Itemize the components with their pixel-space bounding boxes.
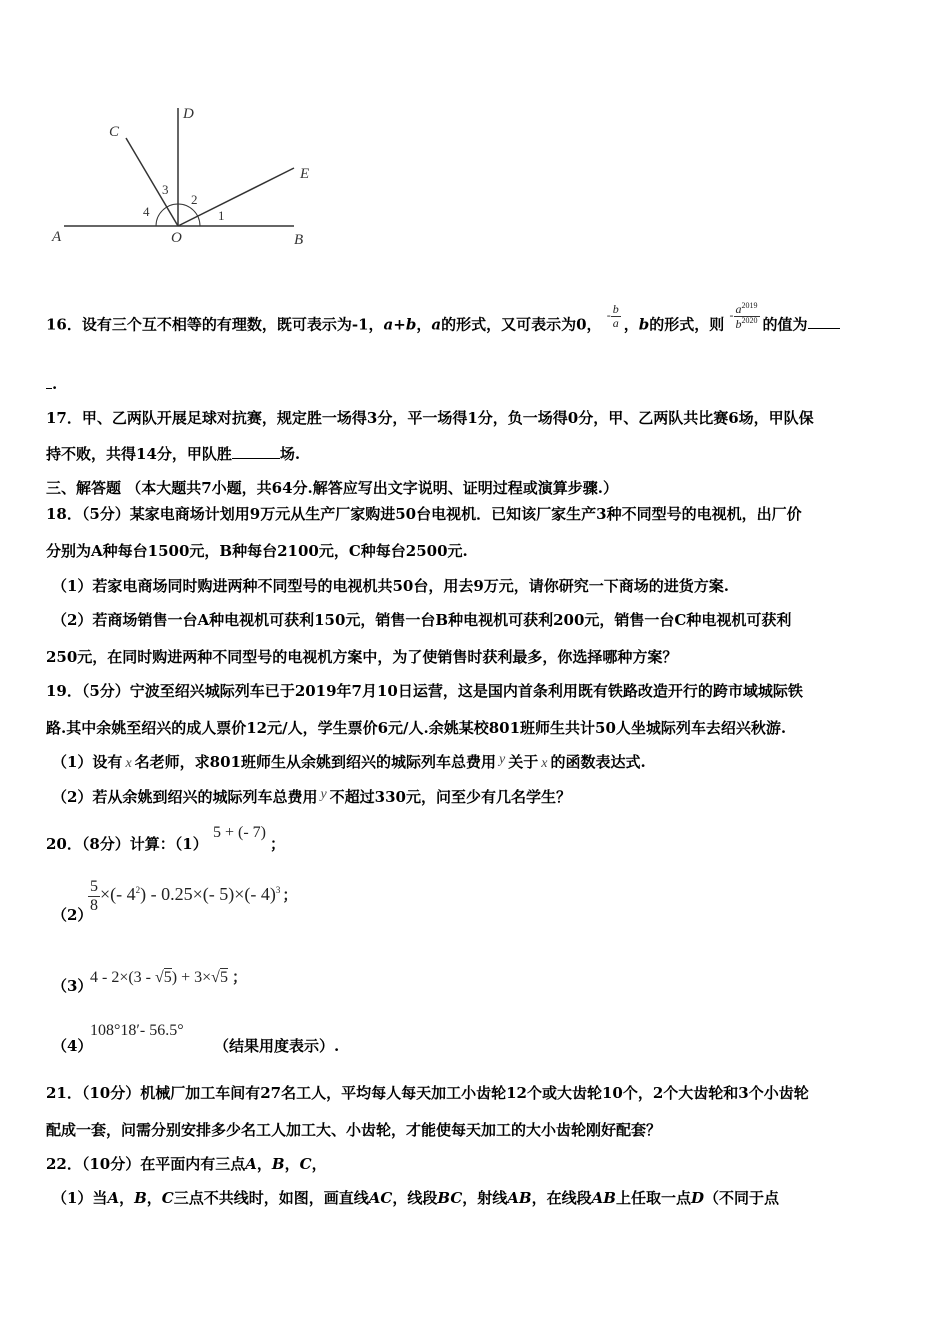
q19-part1: （1）设有 x 名老师，求801班师生从余姚到绍兴的城际列车总费用 y 关于 x 的函数表达式.: [52, 752, 646, 771]
q16-sep2: ，: [623, 315, 639, 334]
q16-text-end: 的值为: [762, 315, 808, 334]
q20-intro: 20．（8分）计算：（1） 5 + (- 7)；: [46, 824, 286, 853]
q22-part1: （1）当A，B，C三点不共线时，如图，画直线AC，线段BC，射线AB，在线段AB上任取一点D（不同于点: [52, 1189, 779, 1207]
q20-part4-note: （结果用度表示）.: [214, 1037, 340, 1055]
q21-line2: 配成一套，问需分别安排多少名工人加工大、小齿轮，才能使每天加工的大小齿轮刚好配套？: [46, 1121, 662, 1139]
q18-part1: （1）若家电商场同时购进两种不同型号的电视机共50台，用去9万元，请你研究一下商场的进货方案.: [52, 577, 729, 595]
q16-tail: .: [52, 375, 58, 393]
label-C: C: [109, 124, 120, 140]
q20-expr3: 4 - 2×(3 - √5) + 3×√5 ；: [90, 968, 247, 986]
q20-expr2: $\frac{5}{8}$ ×(- $4^2) - 0.25\times(-$ 5)×(- 4)$^3$ ；: [90, 878, 298, 914]
q20-part3-label: （3）: [52, 977, 93, 995]
q18-part2-line1: （2）若商场销售一台A种电视机可获利150元，销售一台B种电视机可获利200元，销售一台C种电视机可获利: [52, 611, 792, 629]
q19-line2: 路.其中余姚至绍兴的成人票价12元/人，学生票价6元/人.余姚某校801班师生共计50人坐城际列车去绍兴秋游.: [46, 719, 787, 737]
q16-text-mid2: 的形式，则: [649, 315, 725, 334]
section3-title: 三、解答题 （本大题共7小题，共64分.解答应写出文字说明、证明过程或演算步骤.）: [46, 479, 618, 497]
q16-var-b: b: [638, 315, 650, 334]
q16-text-mid: 的形式，又可表示为0，: [441, 315, 602, 334]
angle-4-label: 4: [143, 204, 150, 219]
q17-answer-blank[interactable]: [232, 444, 280, 459]
q16-answer-blank[interactable]: [808, 314, 840, 329]
q16-frac2: - a2019 b2020: [729, 301, 758, 332]
q20-expr4: 108°18′- 56.5°: [90, 1022, 184, 1039]
q19-line1: 19．（5分）宁波至绍兴城际列车已于2019年7月10日运营，这是国内首条利用既有铁路改造开行的跨市域城际铁: [46, 682, 803, 700]
q22-line1: 22．（10分）在平面内有三点A，B，C，: [46, 1155, 327, 1173]
q16-frac1: - b a: [606, 302, 619, 331]
label-A: A: [52, 229, 62, 245]
q20-part2-label: （2）: [52, 906, 93, 924]
q18-line1: 18．（5分）某家电商场计划用9万元从生产厂家购进50台电视机．已知该厂家生产3种不同型号的电视机，出厂价: [46, 505, 802, 523]
q20-expr1: 5 + (- 7): [212, 824, 266, 841]
label-B: B: [294, 232, 304, 248]
q20-part4-label: （4）: [52, 1037, 93, 1055]
q17-text: 持不败，共得14分，甲队胜: [46, 445, 232, 463]
q16-sep: ，: [416, 315, 432, 334]
q16-text: 16．设有三个互不相等的有理数，既可表示为-1，: [46, 315, 384, 334]
q17-line1: 17．甲、乙两队开展足球对抗赛，规定胜一场得3分，平一场得1分，负一场得0分，甲、乙两队共比赛6场，甲队保: [46, 409, 814, 427]
q18-line2: 分别为A种每台1500元，B种每台2100元，C种每台2500元.: [46, 542, 468, 560]
q17-line2: [46, 444, 904, 464]
angle-figure: [46, 96, 336, 256]
q21-line1: 21．（10分）机械厂加工车间有27名工人，平均每人每天加工小齿轮12个或大齿轮10个，2个大齿轮和3个小齿轮: [46, 1084, 809, 1102]
q17-text-end: 场.: [279, 445, 301, 463]
label-O: O: [171, 230, 182, 246]
ray-OC: [126, 138, 178, 226]
q16-line1: [46, 301, 904, 341]
label-E: E: [300, 166, 310, 182]
angle-1-label: 1: [218, 208, 225, 223]
q18-part2-line2: 250元，在同时购进两种不同型号的电视机方案中，为了使销售时获利最多，你选择哪种方案？: [46, 648, 678, 666]
q16-expr: a+b: [383, 315, 417, 334]
label-D: D: [183, 106, 194, 122]
q16-var-a: a: [431, 315, 442, 334]
angle-3-label: 3: [162, 182, 169, 197]
q16-line2: [46, 374, 904, 394]
angle-2-label: 2: [191, 192, 198, 207]
q19-part2: （2）若从余姚到绍兴的城际列车总费用 y 不超过330元，问至少有几名学生？: [52, 787, 571, 806]
